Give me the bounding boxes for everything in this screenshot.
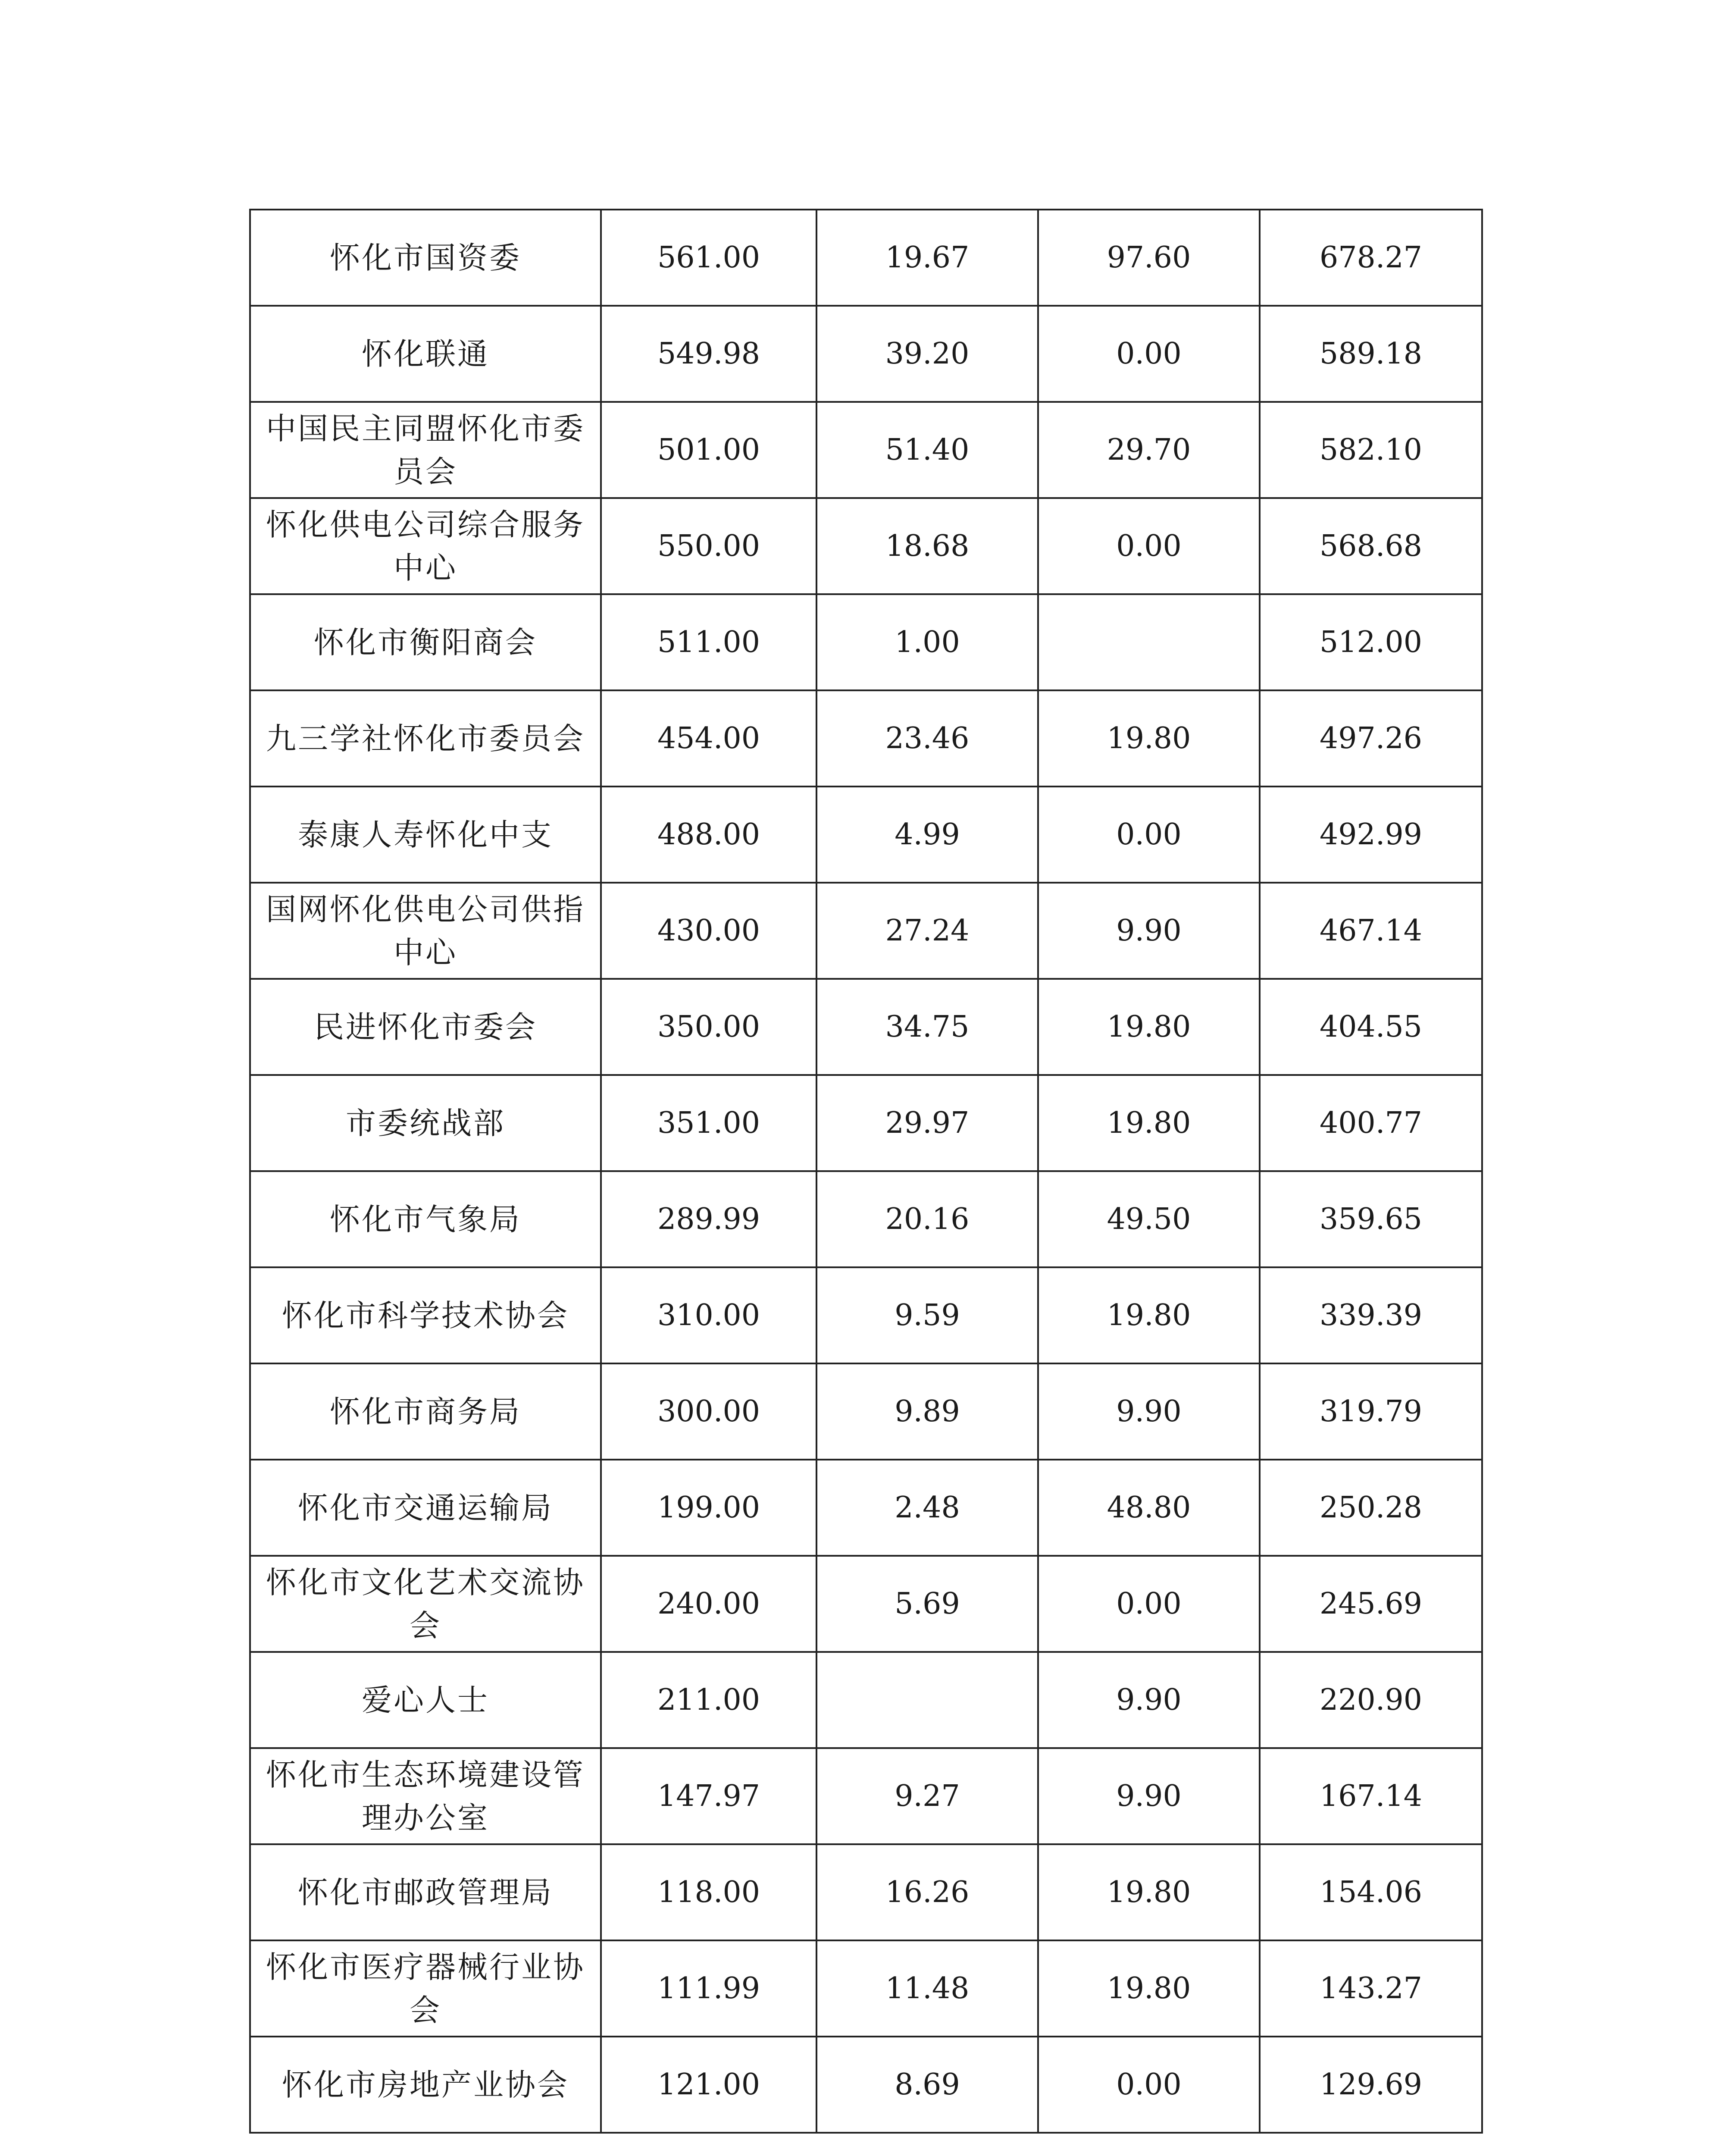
table-row — [250, 1363, 1482, 1460]
total-cell: 497.26 — [1260, 690, 1482, 787]
table-row — [250, 2037, 1482, 2133]
unit-name-cell: 怀化供电公司综合服务中心 — [250, 498, 601, 594]
value-cell-3: 9.90 — [1038, 1652, 1260, 1748]
value-cell-2: 9.89 — [816, 1363, 1038, 1460]
value-cell-1: 454.00 — [601, 690, 816, 787]
total-cell: 467.14 — [1260, 883, 1482, 979]
value-cell-1: 511.00 — [601, 594, 816, 690]
value-cell-3: 49.50 — [1038, 1171, 1260, 1267]
unit-name-cell: 怀化市医疗器械行业协会 — [250, 1940, 601, 2037]
total-cell: 582.10 — [1260, 402, 1482, 498]
table-row — [250, 883, 1482, 979]
total-cell: 568.68 — [1260, 498, 1482, 594]
value-cell-2 — [816, 1652, 1038, 1748]
value-cell-2: 51.40 — [816, 402, 1038, 498]
total-cell: 319.79 — [1260, 1363, 1482, 1460]
value-cell-1: 118.00 — [601, 1844, 816, 1940]
total-cell: 129.69 — [1260, 2037, 1482, 2133]
total-cell: 154.06 — [1260, 1844, 1482, 1940]
total-cell: 359.65 — [1260, 1171, 1482, 1267]
table-row — [250, 690, 1482, 787]
value-cell-3: 19.80 — [1038, 1267, 1260, 1363]
value-cell-2: 16.26 — [816, 1844, 1038, 1940]
table-row — [250, 1556, 1482, 1652]
value-cell-1: 310.00 — [601, 1267, 816, 1363]
value-cell-3: 9.90 — [1038, 883, 1260, 979]
unit-name-cell: 爱心人士 — [250, 1652, 601, 1748]
unit-name-cell: 怀化市文化艺术交流协会 — [250, 1556, 601, 1652]
total-cell: 404.55 — [1260, 979, 1482, 1075]
value-cell-2: 19.67 — [816, 210, 1038, 306]
value-cell-3: 29.70 — [1038, 402, 1260, 498]
value-cell-2: 23.46 — [816, 690, 1038, 787]
value-cell-2: 34.75 — [816, 979, 1038, 1075]
value-cell-2: 8.69 — [816, 2037, 1038, 2133]
value-cell-2: 29.97 — [816, 1075, 1038, 1171]
total-cell: 400.77 — [1260, 1075, 1482, 1171]
value-cell-3: 9.90 — [1038, 1363, 1260, 1460]
unit-name-cell: 国网怀化供电公司供指中心 — [250, 883, 601, 979]
value-cell-3: 0.00 — [1038, 2037, 1260, 2133]
value-cell-2: 11.48 — [816, 1940, 1038, 2037]
value-cell-1: 121.00 — [601, 2037, 816, 2133]
value-cell-3: 19.80 — [1038, 690, 1260, 787]
value-cell-2: 2.48 — [816, 1460, 1038, 1556]
value-cell-3: 19.80 — [1038, 1844, 1260, 1940]
unit-name-cell: 怀化市衡阳商会 — [250, 594, 601, 690]
value-cell-1: 351.00 — [601, 1075, 816, 1171]
value-cell-1: 350.00 — [601, 979, 816, 1075]
value-cell-2: 4.99 — [816, 787, 1038, 883]
unit-name-cell: 怀化联通 — [250, 306, 601, 402]
unit-name-cell: 九三学社怀化市委员会 — [250, 690, 601, 787]
table-row — [250, 787, 1482, 883]
value-cell-2: 9.59 — [816, 1267, 1038, 1363]
unit-name-cell: 民进怀化市委会 — [250, 979, 601, 1075]
value-cell-1: 300.00 — [601, 1363, 816, 1460]
table-row — [250, 498, 1482, 594]
value-cell-3: 0.00 — [1038, 498, 1260, 594]
unit-name-cell: 泰康人寿怀化中支 — [250, 787, 601, 883]
value-cell-2: 18.68 — [816, 498, 1038, 594]
value-cell-3: 48.80 — [1038, 1460, 1260, 1556]
table-row — [250, 1171, 1482, 1267]
unit-name-cell: 中国民主同盟怀化市委员会 — [250, 402, 601, 498]
unit-name-cell: 市委统战部 — [250, 1075, 601, 1171]
table-row — [250, 1460, 1482, 1556]
total-cell: 245.69 — [1260, 1556, 1482, 1652]
total-cell: 512.00 — [1260, 594, 1482, 690]
table-row — [250, 1652, 1482, 1748]
value-cell-1: 111.99 — [601, 1940, 816, 2037]
table-row — [250, 210, 1482, 306]
value-cell-1: 211.00 — [601, 1652, 816, 1748]
value-cell-3: 0.00 — [1038, 306, 1260, 402]
value-cell-3: 0.00 — [1038, 1556, 1260, 1652]
value-cell-3: 19.80 — [1038, 1075, 1260, 1171]
table-row — [250, 1940, 1482, 2037]
unit-name-cell: 怀化市气象局 — [250, 1171, 601, 1267]
total-cell: 492.99 — [1260, 787, 1482, 883]
value-cell-2: 1.00 — [816, 594, 1038, 690]
unit-name-cell: 怀化市房地产业协会 — [250, 2037, 601, 2133]
value-cell-1: 199.00 — [601, 1460, 816, 1556]
value-cell-2: 27.24 — [816, 883, 1038, 979]
value-cell-1: 488.00 — [601, 787, 816, 883]
table-body — [250, 210, 1482, 2133]
value-cell-1: 561.00 — [601, 210, 816, 306]
value-cell-3 — [1038, 594, 1260, 690]
total-cell: 339.39 — [1260, 1267, 1482, 1363]
table-row — [250, 1844, 1482, 1940]
value-cell-3: 9.90 — [1038, 1748, 1260, 1844]
unit-name-cell: 怀化市科学技术协会 — [250, 1267, 601, 1363]
value-cell-2: 5.69 — [816, 1556, 1038, 1652]
unit-name-cell: 怀化市生态环境建设管理办公室 — [250, 1748, 601, 1844]
value-cell-1: 550.00 — [601, 498, 816, 594]
value-cell-1: 147.97 — [601, 1748, 816, 1844]
value-cell-2: 39.20 — [816, 306, 1038, 402]
total-cell: 167.14 — [1260, 1748, 1482, 1844]
total-cell: 678.27 — [1260, 210, 1482, 306]
value-cell-3: 19.80 — [1038, 979, 1260, 1075]
total-cell: 589.18 — [1260, 306, 1482, 402]
table-row — [250, 1075, 1482, 1171]
value-cell-1: 430.00 — [601, 883, 816, 979]
value-cell-3: 97.60 — [1038, 210, 1260, 306]
unit-name-cell: 怀化市邮政管理局 — [250, 1844, 601, 1940]
table-row — [250, 594, 1482, 690]
value-cell-2: 20.16 — [816, 1171, 1038, 1267]
value-cell-3: 0.00 — [1038, 787, 1260, 883]
table-row — [250, 979, 1482, 1075]
table-row — [250, 402, 1482, 498]
table-row — [250, 1267, 1482, 1363]
total-cell: 250.28 — [1260, 1460, 1482, 1556]
value-cell-1: 289.99 — [601, 1171, 816, 1267]
table-row — [250, 306, 1482, 402]
unit-name-cell: 怀化市国资委 — [250, 210, 601, 306]
value-cell-1: 501.00 — [601, 402, 816, 498]
unit-name-cell: 怀化市商务局 — [250, 1363, 601, 1460]
total-cell: 143.27 — [1260, 1940, 1482, 2037]
value-cell-1: 549.98 — [601, 306, 816, 402]
value-cell-3: 19.80 — [1038, 1940, 1260, 2037]
total-cell: 220.90 — [1260, 1652, 1482, 1748]
value-cell-2: 9.27 — [816, 1748, 1038, 1844]
donation-table — [249, 209, 1483, 2134]
table-row — [250, 1748, 1482, 1844]
unit-name-cell: 怀化市交通运输局 — [250, 1460, 601, 1556]
value-cell-1: 240.00 — [601, 1556, 816, 1652]
